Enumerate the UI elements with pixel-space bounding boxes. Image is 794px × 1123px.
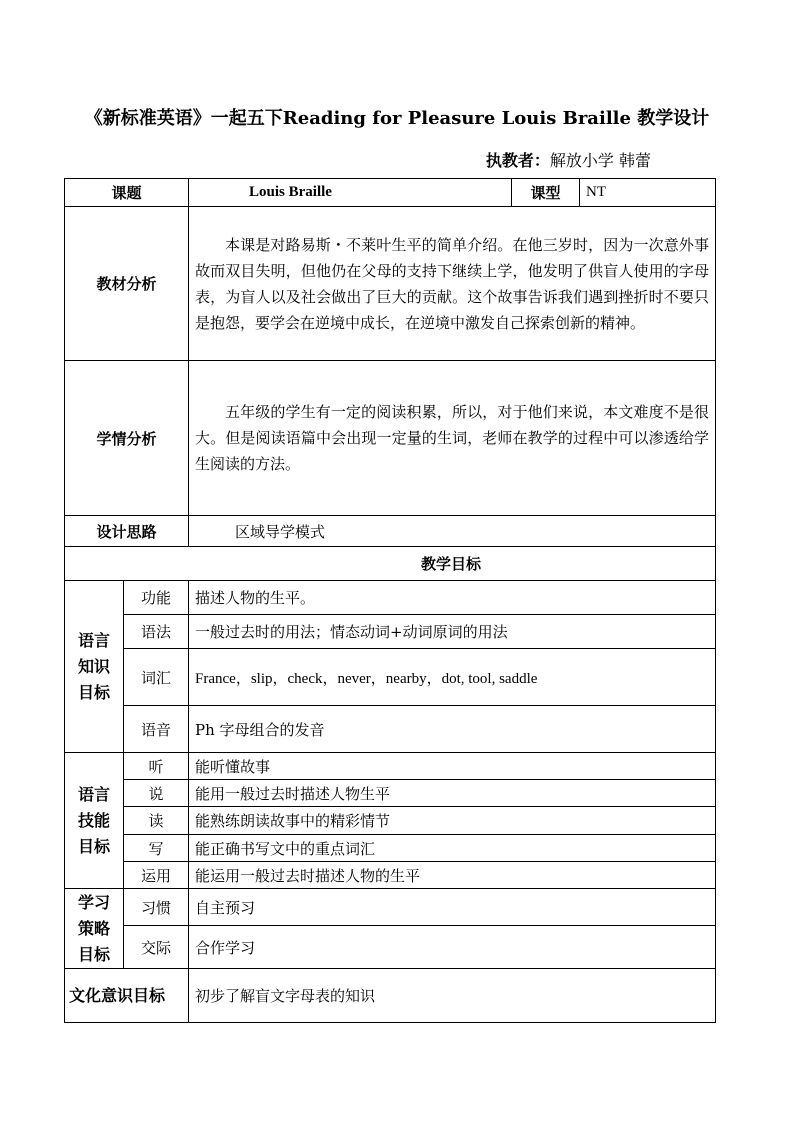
knowledge-row: [65, 581, 716, 615]
type-label: 课型: [512, 179, 580, 207]
material-row: [65, 207, 716, 361]
lesson-plan-table: [64, 178, 716, 1023]
students-row: [65, 361, 716, 516]
skills-row: [65, 862, 716, 889]
knowledge-sub: 语音: [124, 706, 189, 753]
strategy-value: 自主预习: [189, 889, 716, 926]
goals-header-row: [65, 547, 716, 581]
skills-row: [65, 780, 716, 807]
goals-header: 教学目标: [65, 547, 716, 581]
type-value: NT: [580, 179, 716, 207]
skills-row: [65, 753, 716, 780]
document-title: 《新标准英语》一起五下Reading for Pleasure Louis Braille 教学设计: [84, 108, 710, 129]
skills-sub: 写: [124, 835, 189, 862]
strategy-label: 学习策略目标: [65, 889, 124, 969]
knowledge-value: Ph 字母组合的发音: [189, 706, 716, 753]
skills-value: 能正确书写文中的重点词汇: [189, 835, 716, 862]
skills-sub: 读: [124, 807, 189, 835]
skills-value: 能听懂故事: [189, 753, 716, 780]
skills-value: 能用一般过去时描述人物生平: [189, 780, 716, 807]
knowledge-row: [65, 615, 716, 649]
author-line: [486, 148, 651, 171]
author-label: 执教者：: [485, 151, 550, 170]
knowledge-value: France，slip，check，never，nearby，dot, tool, saddle: [189, 649, 716, 706]
author-name: 解放小学 韩蕾: [549, 151, 651, 170]
culture-row: [65, 969, 716, 1023]
strategy-row: [65, 926, 716, 969]
material-text: 本课是对路易斯・不莱叶生平的简单介绍。在他三岁时，因为一次意外事故而双目失明，但他仍在父母的支持下继续上学，他发明了供盲人使用的字母表，为盲人以及社会做出了巨大的贡献。这个故事告诉我们遇到挫折时不要只是抱怨，要学会在逆境中成长，在逆境中激发自己探索创新的精神。: [189, 207, 716, 361]
knowledge-row: [65, 706, 716, 753]
students-label: 学情分析: [65, 361, 189, 516]
topic-value: Louis Braille: [189, 179, 512, 207]
skills-row: [65, 807, 716, 835]
strategy-row: [65, 889, 716, 926]
material-label: 教材分析: [65, 207, 189, 361]
strategy-value: 合作学习: [189, 926, 716, 969]
knowledge-sub: 功能: [124, 581, 189, 615]
skills-sub: 听: [124, 753, 189, 780]
topic-label: 课题: [65, 179, 189, 207]
knowledge-value: 描述人物的生平。: [189, 581, 716, 615]
design-value: 区域导学模式: [189, 516, 716, 547]
knowledge-value: 一般过去时的用法；情态动词+动词原词的用法: [189, 615, 716, 649]
skills-value: 能熟练朗读故事中的精彩情节: [189, 807, 716, 835]
knowledge-sub: 语法: [124, 615, 189, 649]
strategy-sub: 交际: [124, 926, 189, 969]
skills-sub: 说: [124, 780, 189, 807]
design-row: [65, 516, 716, 547]
skills-value: 能运用一般过去时描述人物的生平: [189, 862, 716, 889]
header-row: [65, 179, 716, 207]
knowledge-row: [65, 649, 716, 706]
design-label: 设计思路: [65, 516, 189, 547]
skills-sub: 运用: [124, 862, 189, 889]
skills-label: 语言技能目标: [65, 753, 124, 889]
skills-row: [65, 835, 716, 862]
culture-value: 初步了解盲文字母表的知识: [189, 969, 716, 1023]
students-text: 五年级的学生有一定的阅读积累，所以，对于他们来说，本文难度不是很大。但是阅读语篇中会出现一定量的生词，老师在教学的过程中可以渗透给学生阅读的方法。: [189, 361, 716, 516]
knowledge-sub: 词汇: [124, 649, 189, 706]
culture-label: 文化意识目标: [65, 969, 189, 1023]
knowledge-label: 语言知识目标: [65, 581, 124, 753]
strategy-sub: 习惯: [124, 889, 189, 926]
